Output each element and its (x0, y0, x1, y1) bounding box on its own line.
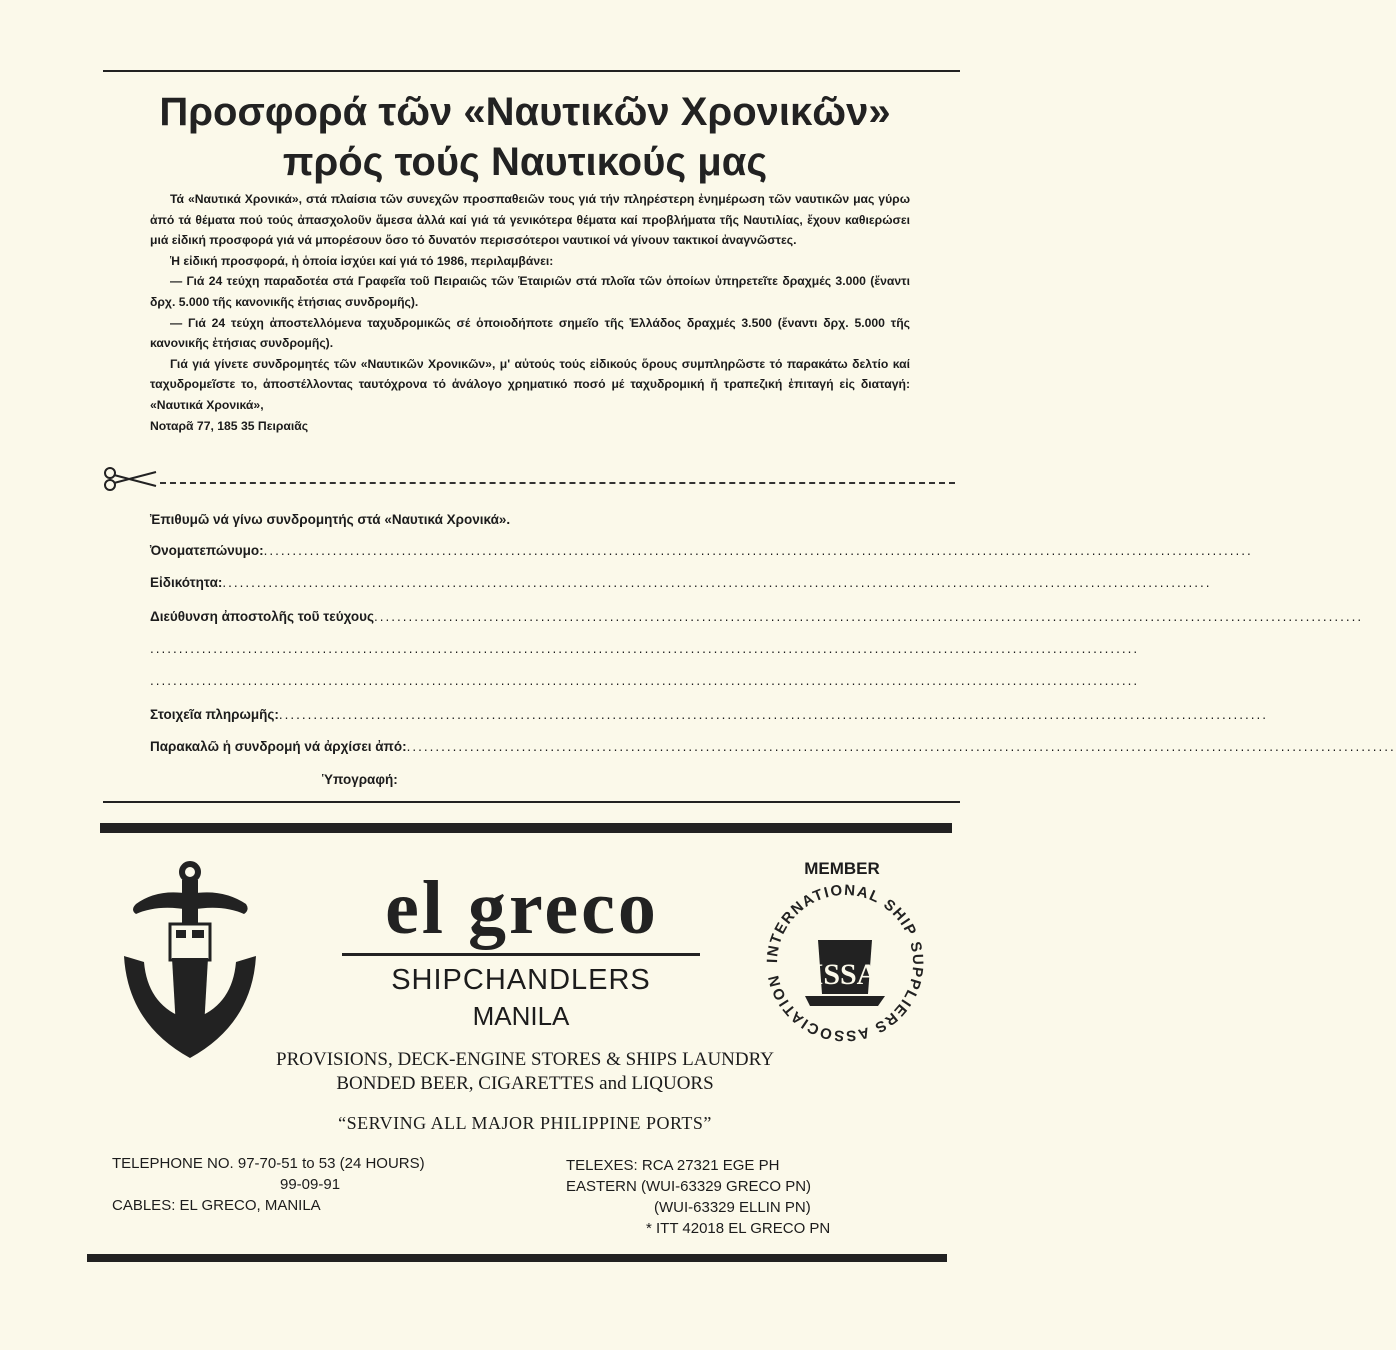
address-dots: ............................................................................................................................................................................ (373, 609, 1364, 624)
telephone-line: TELEPHONE NO. 97-70-51 to 53 (24 HOURS) (112, 1155, 425, 1172)
telex-line: TELEXES: RCA 27321 EGE PH (566, 1157, 780, 1174)
page-title: Προσφορά τῶν «Ναυτικῶν Χρονικῶν» (159, 90, 891, 134)
address-dots-3: ............................................................................................................................................................................ (150, 673, 1140, 688)
address-label: Διεύθυνση ἀποστολῆς τοῦ τεύχους (150, 609, 374, 624)
services-line-1: PROVISIONS, DECK-ENGINE STORES & SHIPS LAUNDRY (276, 1049, 774, 1070)
page-subtitle: πρός τούς Ναυτικούς μας (282, 140, 768, 184)
slogan: “SERVING ALL MAJOR PHILIPPINE PORTS” (338, 1113, 712, 1133)
brand-city: MANILA (472, 1001, 570, 1031)
address-field[interactable] (150, 609, 1364, 624)
specialty-label: Εἰδικότητα: (150, 575, 223, 590)
eastern-line: EASTERN (WUI-63329 GRECO PN) (566, 1178, 812, 1195)
itt-line: * ITT 42018 EL GRECO PN (646, 1220, 831, 1237)
start-dots: ............................................................................................................................................................................ (406, 739, 1396, 754)
name-dots: ............................................................................................................................................................................ (263, 543, 1253, 558)
scissors-icon (102, 466, 158, 492)
intro-paragraph-1: Τά «Ναυτικά Χρονικά», στά πλαίσια τῶν συνεχῶν προσπαθειῶν τους γιά τήν πληρέστερη ἐνημέρωση τῶν ναυτικῶν μας γύρω ἀπό τά θέματα πού τούς ἀπασχολοῦν ἄμεσα ἀλλά καί γιά τά γενικότερα θέματα καί προβλήματα τῆς Ναυτιλίας, ἔχουν καθιερώσει μιά εἰδική προσφορά γιά νά μπορέσουν ὅσο τό δυνατόν περισσότεροι ναυτικοί νά γίνουν τακτικοί ἀναγνῶστες. (150, 192, 910, 248)
intro-address: Νοταρᾶ 77, 185 35 Πειραιᾶς (150, 418, 309, 433)
contacts-left (112, 1153, 425, 1216)
badge-logo-text: ISSA (811, 958, 879, 991)
address-field-line-3[interactable] (150, 673, 1140, 688)
badge-ring-text: INTERNATIONAL SHIP SUPPLIERS ASSOCIATION (763, 881, 927, 1045)
brand-underline (342, 953, 700, 956)
intro-paragraph-2: Ἡ εἰδική προσφορά, ἡ ὁποία ἰσχύει καί γιά τό 1986, περιλαμβάνει: (170, 253, 554, 268)
issa-badge-icon (760, 878, 930, 1048)
address-dots-2: ............................................................................................................................................................................ (150, 641, 1140, 656)
form-bottom-rule (103, 801, 960, 803)
services-line-2: BONDED BEER, CIGARETTES and LIQUORS (336, 1073, 714, 1094)
top-rule (103, 70, 960, 72)
offer-description (150, 189, 910, 436)
signature-label: Ὑπογραφή: (322, 772, 398, 787)
start-label: Παρακαλῶ ἡ συνδρομή νά ἀρχίσει ἀπό: (150, 739, 407, 754)
intro-paragraph-5: Γιά γιά γίνετε συνδρομητές τῶν «Ναυτικῶν Χρονικῶν», μ' αὐτούς τούς εἰδικούς ὅρους συμπληρῶστε τό παρακάτω δελτίο καί ταχυδρομεῖστε το, ἀποστέλλοντας ταυτόχρονα τό ἀνάλογο χρηματικό ποσό μέ ταχυδρομική ἤ τραπεζική ἐπιταγή εἰς διαταγή: «Ναυτικά Χρονικά», (150, 356, 910, 412)
name-field[interactable] (150, 543, 1253, 558)
payment-dots: ............................................................................................................................................................................ (278, 707, 1269, 722)
telephone-line-2: 99-09-91 (280, 1176, 341, 1193)
brand-subtitle: SHIPCHANDLERS (391, 964, 651, 996)
form-heading: Ἐπιθυμῶ νά γίνω συνδρομητής στά «Ναυτικά Χρονικά». (150, 512, 511, 527)
specialty-dots: ............................................................................................................................................................................ (222, 575, 1212, 590)
address-field-line-2[interactable] (150, 641, 1140, 656)
intro-offer-office: — Γιά 24 τεύχη παραδοτέα στά Γραφεῖα τοῦ Πειραιῶς τῶν Ἑταιριῶν στά πλοῖα τῶν ὁποίων ὑπηρετεῖτε δραχμές 3.000 (ἔναντι δρχ. 5.000 τῆς κανονικῆς ἐτήσιας συνδρομῆς). (150, 274, 910, 309)
specialty-field[interactable] (150, 575, 1212, 590)
brand-logo: el greco (385, 866, 659, 950)
cables-line: CABLES: EL GRECO, MANILA (112, 1197, 321, 1214)
ad-top-bar (100, 823, 952, 833)
member-label: MEMBER (804, 859, 880, 878)
payment-field[interactable] (150, 707, 1269, 722)
start-date-field[interactable] (150, 739, 1396, 754)
cut-line (160, 482, 955, 484)
anchor-logo-icon (118, 858, 263, 1063)
contacts-right (566, 1155, 830, 1239)
wui-line: (WUI-63329 ELLIN PN) (654, 1199, 811, 1216)
ad-bottom-bar (87, 1254, 947, 1262)
intro-offer-post: — Γιά 24 τεύχη ἀποστελλόμενα ταχυδρομικῶς σέ ὁποιοδήποτε σημεῖο τῆς Ἑλλάδος δραχμές 3.500 (ἔναντι δρχ. 5.000 τῆς κανονικῆς ἐτήσιας συνδρομῆς). (150, 315, 910, 351)
name-label: Ὀνοματεπώνυμο: (150, 543, 264, 558)
payment-label: Στοιχεῖα πληρωμῆς: (150, 707, 279, 722)
